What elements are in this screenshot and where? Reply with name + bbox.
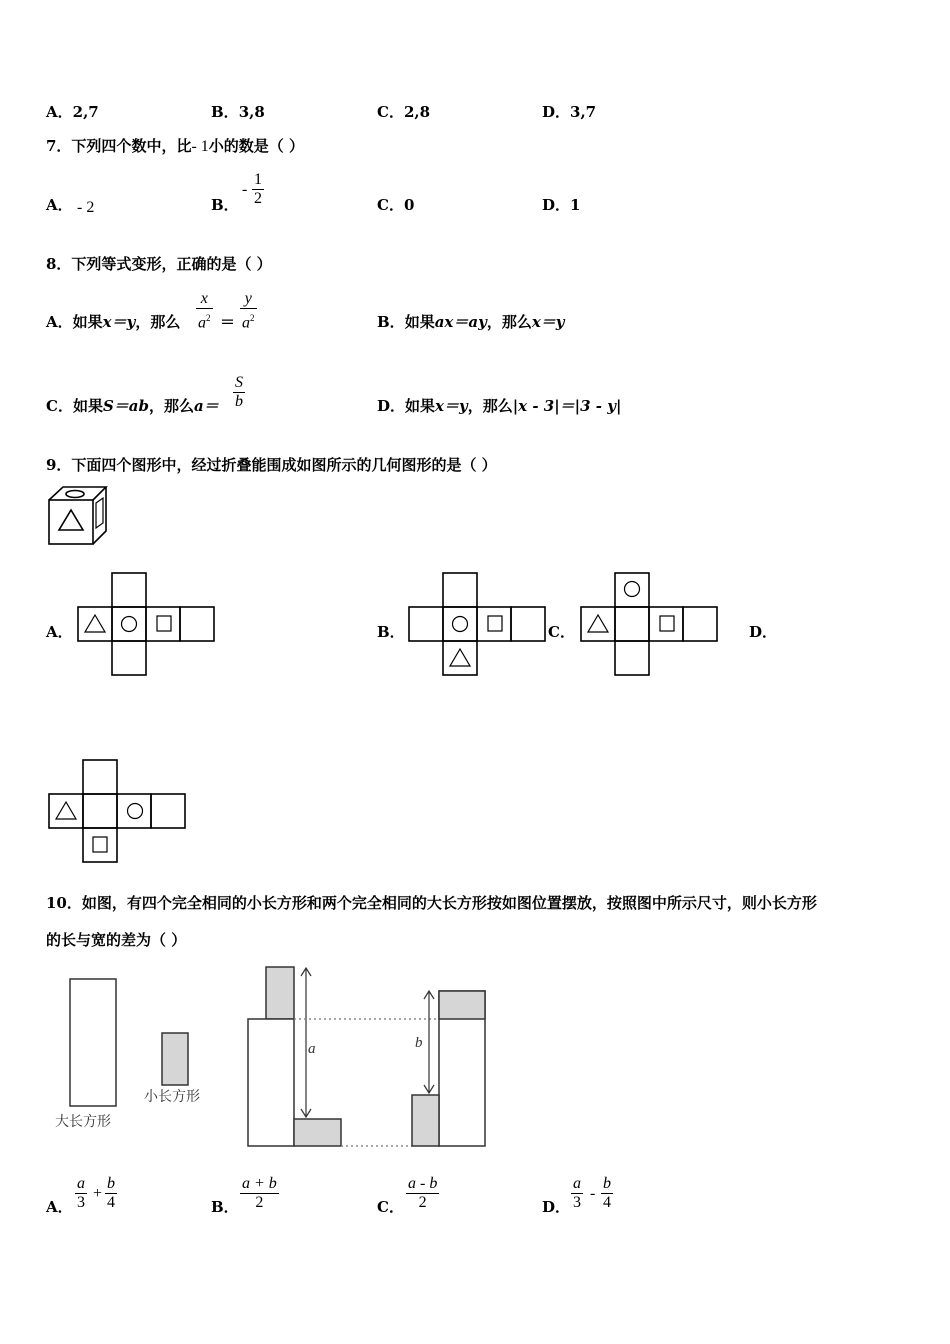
q8-stem: 8．下列等式变形，正确的是（ ）	[46, 255, 272, 273]
q7-option-a-value: - 2	[77, 199, 95, 216]
q10-option-d-label[interactable]: D．	[542, 1198, 571, 1216]
q8-option-d[interactable]: D．如果x＝y，那么|x - 3|＝|3 - y|	[377, 397, 622, 415]
q6-option-d[interactable]: D．3,7	[542, 103, 597, 121]
q9-option-d-net[interactable]	[48, 759, 188, 865]
q6-option-a[interactable]: A．2,7	[46, 103, 99, 121]
triangle-icon	[588, 615, 608, 632]
q7-option-b-sign: -	[242, 181, 248, 198]
small-rectangle	[162, 1033, 188, 1085]
q9-option-c-net[interactable]	[580, 572, 720, 678]
dim-a-label: a	[308, 1041, 316, 1057]
q8-a-fraction-left: x $a^2$	[198, 290, 211, 332]
circle-icon	[122, 617, 137, 632]
q8-c-fraction: S b	[235, 374, 243, 410]
q9-option-a-label[interactable]: A．	[46, 623, 73, 641]
q9-option-a-net[interactable]	[77, 572, 217, 678]
q8-a-fraction-right: y $a^2$	[242, 290, 255, 332]
big-rectangle	[70, 979, 116, 1106]
circle-icon	[128, 804, 143, 819]
left-big-rect	[248, 1019, 294, 1146]
cube-front-face	[49, 500, 93, 544]
dim-b-label: b	[415, 1035, 423, 1051]
square-icon	[157, 616, 171, 631]
q6-option-b[interactable]: B．3,8	[211, 103, 265, 121]
q10-option-c-label[interactable]: C．	[377, 1198, 404, 1216]
square-icon	[93, 837, 107, 852]
small-rectangle-caption: 小长方形	[144, 1089, 200, 1105]
q8-option-c[interactable]: C．如果S＝ab，那么a＝	[46, 397, 219, 415]
square-icon	[488, 616, 502, 631]
q7-option-b-label[interactable]: B．	[211, 196, 239, 214]
circle-icon	[625, 582, 640, 597]
circle-icon	[453, 617, 468, 632]
right-bottom-small-rect	[412, 1095, 439, 1146]
q10-figure	[40, 960, 500, 1155]
q10-d-op: -	[590, 1185, 596, 1202]
right-top-small-rect	[439, 991, 485, 1019]
square-icon	[96, 498, 103, 528]
q8-a-equals: ＝	[220, 313, 236, 331]
q10-a-op: +	[93, 1185, 103, 1202]
q8-option-a[interactable]: A．如果x＝y，那么	[46, 313, 181, 331]
q7-option-a-label[interactable]: A．	[46, 196, 73, 214]
q9-stem: 9．下面四个图形中，经过折叠能围成如图所示的几何图形的是（ ）	[46, 456, 497, 474]
triangle-icon	[85, 615, 105, 632]
q10-d-frac2: b 4	[603, 1175, 611, 1211]
q7-stem: 7．下列四个数中，比- 1小的数是（ ）	[46, 137, 305, 155]
cube-right-face	[93, 487, 106, 544]
q7-option-b-fraction: 1 2	[254, 171, 262, 207]
q10-stem-line1: 10．如图，有四个完全相同的小长方形和两个完全相同的大长方形按如图位置摆放，按照图中所示尺寸，则小长方形	[46, 894, 817, 912]
q9-option-b-label[interactable]: B．	[377, 623, 405, 641]
circle-icon	[66, 491, 84, 498]
q9-option-b-net[interactable]	[408, 572, 548, 678]
q10-stem-line2: 的长与宽的差为（ ）	[46, 931, 187, 949]
q10-a-frac2: b 4	[107, 1175, 115, 1211]
left-top-small-rect	[266, 967, 294, 1019]
triangle-icon	[56, 802, 76, 819]
q10-option-a-label[interactable]: A．	[46, 1198, 73, 1216]
triangle-icon	[450, 649, 470, 666]
q10-option-b-label[interactable]: B．	[211, 1198, 239, 1216]
left-bottom-small-rect	[294, 1119, 341, 1146]
big-rectangle-caption: 大长方形	[55, 1114, 111, 1130]
triangle-icon	[59, 510, 83, 530]
q9-cube-figure	[46, 486, 116, 550]
q6-option-c[interactable]: C．2,8	[377, 103, 431, 121]
q7-option-d[interactable]: D．1	[542, 196, 581, 214]
q10-a-frac1: a 3	[77, 1175, 85, 1211]
square-icon	[660, 616, 674, 631]
q9-option-c-label[interactable]: C．	[548, 623, 575, 641]
q10-b-frac: a + b 2	[242, 1175, 277, 1211]
q10-d-frac1: a 3	[573, 1175, 581, 1211]
q9-option-d-label[interactable]: D．	[749, 623, 778, 641]
q7-option-c[interactable]: C．0	[377, 196, 415, 214]
q10-c-frac: a - b 2	[408, 1175, 438, 1211]
q8-option-b[interactable]: B．如果ax＝ay，那么x＝y	[377, 313, 565, 331]
